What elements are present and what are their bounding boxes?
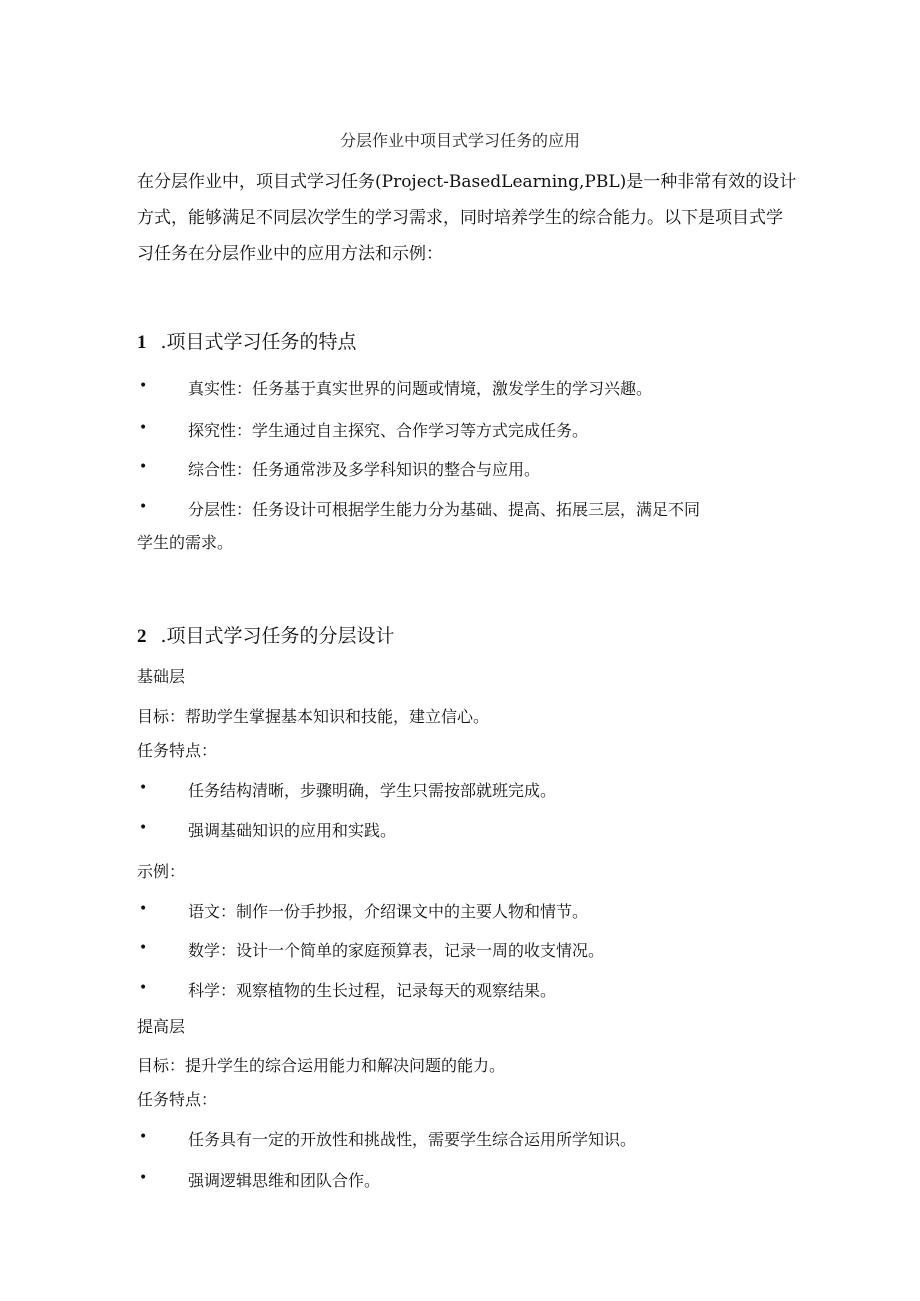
list-item: 语文：制作一份手抄报，介绍课文中的主要人物和情节。 (188, 902, 589, 921)
intro-line-1: 在分层作业中，项目式学习任务(Project-BasedLearning,PBL)是一种非常有效的设计 (137, 172, 797, 192)
bullet-dot-icon: • (139, 378, 148, 394)
intro-line-2: 方式，能够满足不同层次学生的学习需求，同时培养学生的综合能力。以下是项目式学 (137, 208, 783, 228)
advanced-level-goal: 目标：提升学生的综合运用能力和解决问题的能力。 (137, 1056, 506, 1075)
list-item: 真实性：任务基于真实世界的问题或情境，激发学生的学习兴趣。 (188, 379, 653, 398)
bullet-dot-icon: • (139, 1129, 148, 1145)
bullet-dot-icon: • (139, 459, 148, 475)
advanced-level-label: 提高层 (137, 1017, 186, 1036)
section1-title: .项目式学习任务的特点 (160, 331, 357, 353)
bullet-dot-icon: • (139, 780, 148, 796)
section1-number: 1 (137, 332, 147, 353)
list-item: 分层性：任务设计可根据学生能力分为基础、提高、拓展三层，满足不同 (188, 500, 701, 519)
list-item: 综合性：任务通常涉及多学科知识的整合与应用。 (188, 460, 541, 479)
bullet-dot-icon: • (139, 980, 148, 996)
list-item: 探究性：学生通过自主探究、合作学习等方式完成任务。 (188, 421, 589, 440)
basic-features-label: 任务特点： (137, 741, 218, 760)
bullet-dot-icon: • (139, 901, 148, 917)
basic-level-label: 基础层 (137, 667, 186, 686)
basic-examples-label: 示例： (137, 862, 186, 881)
list-item-continuation: 学生的需求。 (137, 533, 234, 552)
intro-line-3: 习任务在分层作业中的应用方法和示例： (137, 244, 443, 264)
bullet-dot-icon: • (139, 820, 148, 836)
list-item: 数学：设计一个简单的家庭预算表，记录一周的收支情况。 (188, 941, 605, 960)
bullet-dot-icon: • (139, 420, 148, 436)
bullet-dot-icon: • (139, 499, 148, 515)
list-item: 科学：观察植物的生长过程，记录每天的观察结果。 (188, 981, 557, 1000)
section2-title: .项目式学习任务的分层设计 (160, 625, 395, 647)
document-title: 分层作业中项目式学习任务的应用 (339, 131, 580, 150)
list-item: 强调基础知识的应用和实践。 (188, 821, 397, 840)
section2-heading (137, 621, 395, 648)
advanced-features-label: 任务特点： (137, 1090, 218, 1109)
basic-level-goal: 目标：帮助学生掌握基本知识和技能，建立信心。 (137, 707, 490, 726)
section2-number: 2 (137, 626, 147, 647)
list-item: 任务结构清晰，步骤明确，学生只需按部就班完成。 (188, 781, 557, 800)
list-item: 强调逻辑思维和团队合作。 (188, 1171, 381, 1190)
list-item: 任务具有一定的开放性和挑战性，需要学生综合运用所学知识。 (188, 1130, 637, 1149)
section1-heading (137, 327, 357, 354)
bullet-dot-icon: • (139, 940, 148, 956)
bullet-dot-icon: • (139, 1170, 148, 1186)
